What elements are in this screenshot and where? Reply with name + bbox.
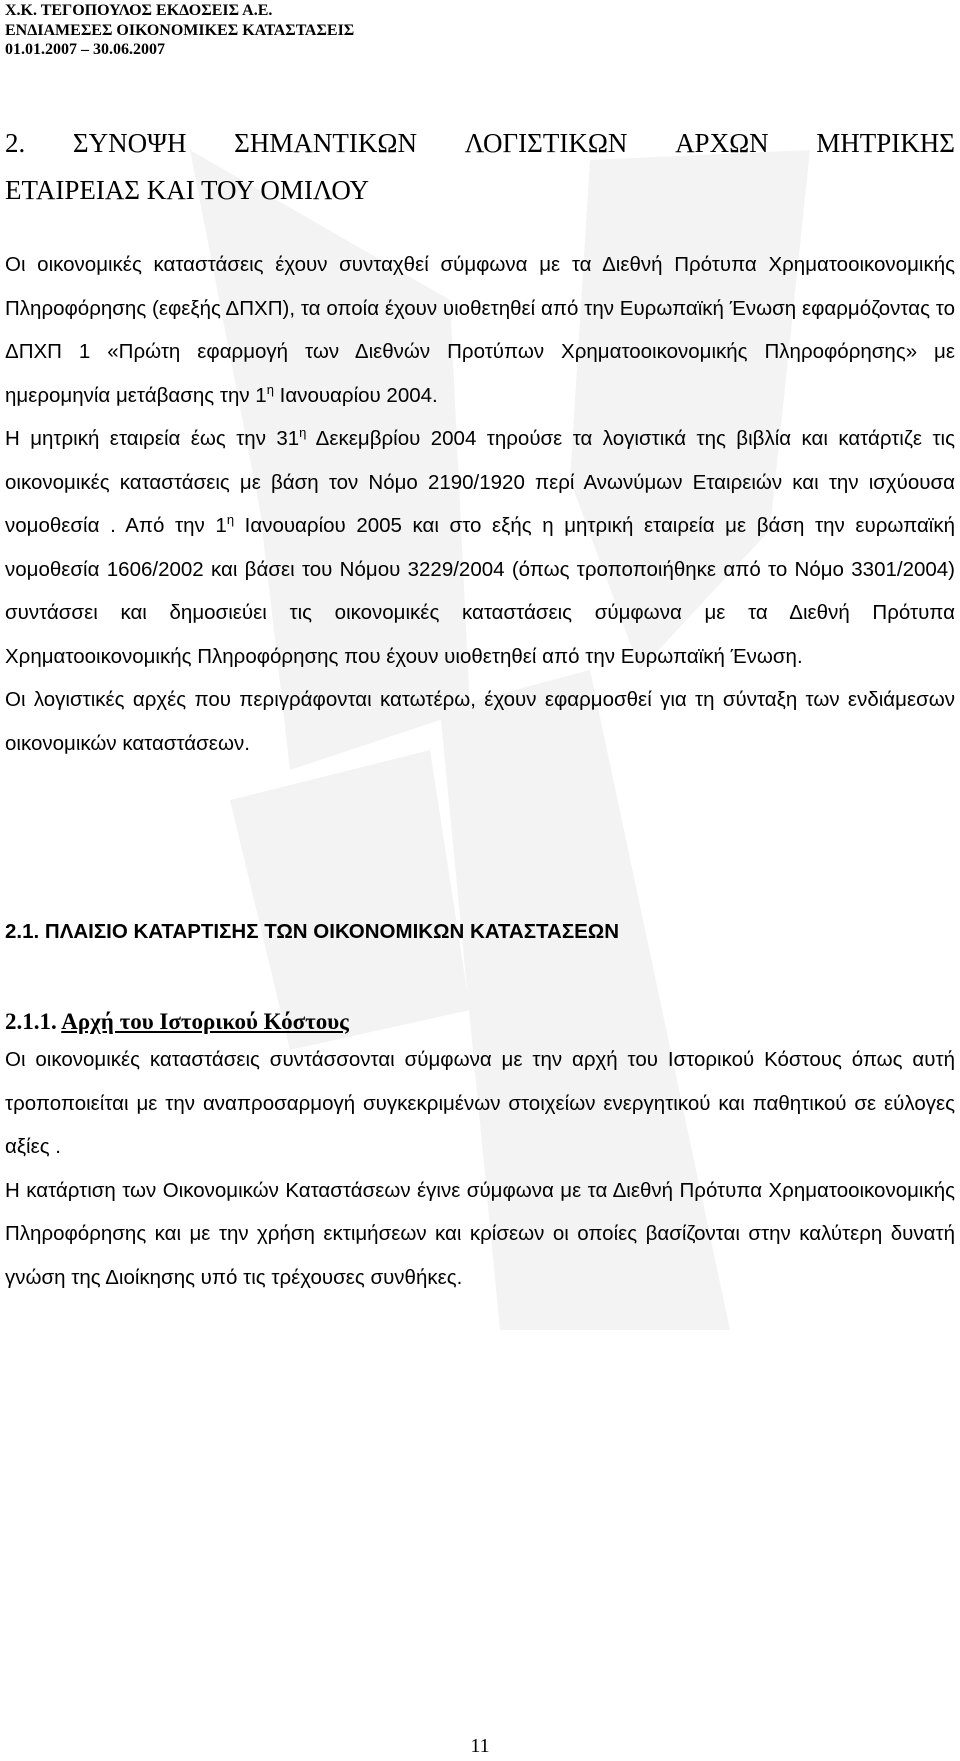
paragraph-accounting-principles: Οι λογιστικές αρχές που περιγράφονται κατωτέρω, έχουν εφαρμοσθεί για τη σύνταξη των ενδιάμεσων οικονομικών καταστάσεων. — [5, 688, 955, 755]
header-company: Χ.Κ. ΤΕΓΟΠΟΥΛΟΣ ΕΚΔΟΣΕΙΣ Α.Ε. — [5, 2, 273, 19]
title-word: ΑΡΧΩΝ — [675, 128, 769, 158]
title-word: ΜΗΤΡΙΚΗΣ — [816, 128, 955, 158]
paragraph-historical-cost: Οι οικονομικές καταστάσεις συντάσσονται σύμφωνα με την αρχή του Ιστορικού Κόστους όπως αυτή τροποποιείται με την αναπροσαρμογή συγκεκριμένων στοιχείων ενεργητικού και παθητικού σε εύλογες αξίες . — [5, 1048, 955, 1158]
section-2-title-line-2: ΕΤΑΙΡΕΙΑΣ ΚΑΙ ΤΟΥ ΟΜΙΛΟΥ — [5, 175, 370, 205]
section-2-1-title: 2.1. ΠΛΑΙΣΙΟ ΚΑΤΑΡΤΙΣΗΣ ΤΩΝ ΟΙΚΟΝΟΜΙΚΩΝ ΚΑΤΑΣΤΑΣΕΩΝ — [5, 920, 620, 943]
title-word: 2. — [5, 128, 26, 158]
section-2-title-line-1 — [5, 128, 955, 158]
section-number: 2.1.1. — [5, 1009, 57, 1034]
title-word: ΛΟΓΙΣΤΙΚΩΝ — [464, 128, 628, 158]
paragraph-legal-framework: Η μητρική εταιρεία έως την $31^\eta$ Δεκεμβρίου 2004 τηρούσε τα λογιστικά της βιβλία και κατάρτιζε τις οικονομικές καταστάσεις με βάση τον Νόμο 2190/1920 περί Ανωνύμων Εταιρειών και την ισχύουσα νομοθεσία . Από την $1^\eta$ Ιανουαρίου 2005 και στο εξής η μητρική εταιρεία με βάση την ευρωπαϊκή νομοθεσία 1606/2002 και βάσει του Νόμου 3229/2004 (όπως τροποποιήθηκε από το Νόμο 3301/2004) συντάσσει και δημοσιεύει τις οικονομικές καταστάσεις σύμφωνα με τα Διεθνή Πρότυπα Χρηματοοικονομικής Πληροφόρησης που έχουν υιοθετηθεί από την Ευρωπαϊκή Ένωση. — [5, 425, 955, 668]
section-2-body — [5, 243, 955, 765]
header-report-title: ΕΝΔΙΑΜΕΣΕΣ ΟΙΚΟΝΟΜΙΚΕΣ ΚΑΤΑΣΤΑΣΕΙΣ — [5, 22, 355, 39]
page-number: 11 — [470, 1735, 490, 1757]
paragraph-estimates: Η κατάρτιση των Οικονομικών Καταστάσεων έγινε σύμφωνα με τα Διεθνή Πρότυπα Χρηματοοικονομικής Πληροφόρησης και με την χρήση εκτιμήσεων και κρίσεων οι οποίες βασίζονται στην καλύτερη δυνατή γνώση της Διοίκησης υπό τις τρέχουσες συνθήκες. — [5, 1178, 955, 1289]
section-2-1-1-title — [5, 1008, 349, 1036]
title-word: ΣΥΝΟΨΗ — [72, 128, 187, 158]
section-2-1-1-body — [5, 1038, 955, 1299]
header-period: 01.01.2007 – 30.06.2007 — [5, 41, 165, 58]
paragraph-ifrs-adoption: Οι οικονομικές καταστάσεις έχουν συνταχθεί σύμφωνα με τα Διεθνή Πρότυπα Χρηματοοικονομικής Πληροφόρησης (εφεξής ΔΠΧΠ), τα οποία έχουν υιοθετηθεί από την Ευρωπαϊκή Ένωση εφαρμόζοντας το ΔΠΧΠ 1 «Πρώτη εφαρμογή των Διεθνών Προτύπων Χρηματοοικονομικής Πληροφόρησης» με ημερομηνία μετάβασης την $1^\eta$ Ιανουαρίου 2004. — [5, 253, 955, 407]
title-word: ΣΗΜΑΝΤΙΚΩΝ — [234, 128, 417, 158]
section-heading: Αρχή του Ιστορικού Κόστους — [61, 1009, 349, 1034]
